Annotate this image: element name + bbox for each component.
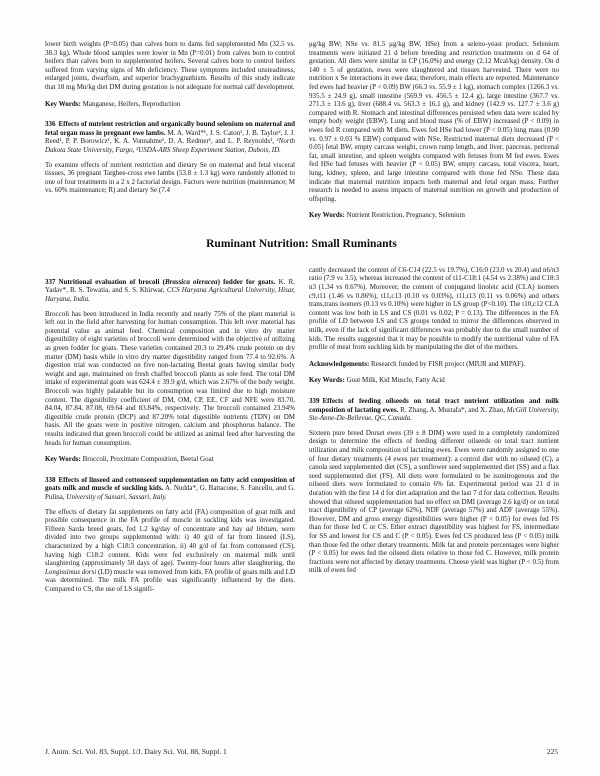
abstract-338-affiliation: University of Sassari, Sassari, Italy. — [66, 492, 167, 501]
keywords-text: Broccoli, Proximate Composition, Beetal Goat — [82, 455, 214, 464]
abstract-337-title-post: ) fodder for goats. — [217, 277, 276, 286]
abstract-339-body-start: Sixteen pure breed Dorset ewes (39 ± 8 DIM) were used in a completely randomized design to determine the effects of feeding different oilseeds on total tract nutrient utilization and milk composition of lactating ewes. Ewes were randomly assigned to one of four dietary treatments (4 ewes per treatment): a control diet with no oilseed (C), a canola seed supplemented diet (CS), a sunflower seed supplemented diet (SS) and a flax seed supplemented diet (FS). All diets were formulated to be isonitrogenous and the oilseed diets were formulated to contain 6% fat. Experimental period was 21 d in duration with the first 14 d for diet adaptation and the last 7 d for data collection. Results showed that oilseed supplementation had no effect on DMI (average 2.6 kg/d) or on total tract digestibility of CP (average 62%), NDF (average 57%) and ADF (average 55%). However, DM and gross energy digestibilities were higher (P < 0.05) for ewes fed FS than for those fed C or CS. Ether extract digestibility was highest for FS, intermediate for SS and lowest for CS and C (P < 0.05). Ewes fed CS produced less (P < 0.05) milk than those fed the other dietary treatments. Milk fat and protein percentages were higher (P < 0.05) for ewes fed the oilseed diets relative to those fed C. However, milk protein fractions were not affected by dietary treatments. Cheese yield was higher (P < 0.5) from milk of ewes fed — [309, 428, 559, 575]
abstract-339-number: 339 — [309, 397, 320, 405]
abstract-338-authors: A. Nudda*, G. Battacone, S. Fancellu, and G. Pulina, — [45, 484, 296, 501]
abstract-337-heading — [45, 278, 295, 304]
abstract-339-affiliation: McGill University, Ste-Anne-De-Bellevue, QC, Canada. — [309, 405, 559, 423]
abstract-336-affiliation: ¹North Dakota State University, Fargo, ²USDA-ARS Sheep Experiment Station, Dubois, ID. — [45, 137, 296, 154]
abstract-337-title-species: Brassica oleracea — [164, 277, 218, 286]
acknowledgements-label: Acknowledgements: — [309, 359, 370, 368]
bottom-left-column — [45, 266, 295, 594]
abstract-335-continuation: lower birth weights (P=0.05) than calves born to dams fed supplemented Mn (32.5 vs. 38.3 kg). Whole blood samples were lower in Mn (P=0.01) from calves born to control heifers than calves born to supplemented heifers. Several calves born to control heifers suffered from varying signs of Mn deficiency. These symptoms included unsteadiness, enlarged joints, dwarfism, and superior brachygnathism. Results of this study indicate that 18 mg Mn/kg diet DM during gestation is not adequate for normal calf development. — [45, 40, 295, 91]
abstract-338-heading — [45, 476, 295, 502]
abstract-338-body-latin2: Longissimus dorsi — [45, 567, 97, 576]
abstract-338-body-start — [45, 508, 295, 594]
bottom-right-column — [309, 266, 559, 594]
keywords-text: Manganese, Heifers, Reproduction — [82, 99, 181, 108]
abstract-339-heading — [309, 397, 559, 423]
abstract-337-affiliation: CCS Haryana Agricultural University, Hisar, Haryana, India. — [45, 286, 296, 304]
keywords-line-337 — [45, 455, 295, 464]
abstract-339-authors: R. Zhang, A. Mustafa*, and X. Zhao, — [400, 405, 505, 414]
keywords-text: Goat Milk, Kid Muscle, Fatty Acid — [346, 376, 445, 385]
abstract-338-body-part1: The effects of dietary fat supplements on fatty acid (FA) composition of goat milk and possible consequence in the FA profile of muscle in suckling kids was investigated. Fifteen Sarda breed goats, fed 1.2 kg/day of concentrate and hay — [45, 507, 295, 533]
abstract-336-authors: M. A. Ward*¹, J. S. Caton¹, J. B. Taylor², J. J. Reed¹, P. P. Borowicz¹, K. A. Vonnahme¹, D. A. Redmer¹, and L. P. Reynolds¹, — [45, 128, 296, 146]
keywords-line-335 — [45, 100, 295, 109]
abstract-337-body: Broccoli has been introduced in India recently and nearly 75% of the plant material is left out in the field after harvesting for human consumption. This left over material has potential value as animal feed. Chemical composition and in vitro dry matter digestibility of eight varieties of broccoli were determined with the objective of utilizing as green fodder for goats. These varieties contained 20.3 to 29.4% crude protein on dry matter (DM) basis while in vitro dry matter digestibility ranged from 77.4 to 92.6%. A digestion trial was conducted on five non-lactating Beetal goats having similar body weight and age, maintained on fresh chaffed broccoli plants as sole feed. The total DM intake of experimental goats was 624.4 ± 39.9 g/d, which was 2.67% of the body weight. Broccoli was highly palatable but its consumption was limited due to high moisture content. The digestibility coefficient of DM, OM, CP, EE, CF and NFE were 83.70, 84.04, 87.84, 87.08, 69.64 and 83.84%, respectively. The broccoli contained 23.94% digestible crude protein (DCP) and 87.20% total digestible nutrients (TDN) on DM basis. All the goats were in positive nitrogen, calcium and phosphorus balance. The results indicated that green broccoli could be utilized as animal feed after harvesting the heads for human consumption. — [45, 309, 295, 447]
abstract-336-heading — [45, 120, 295, 154]
keywords-line-336 — [309, 211, 559, 220]
bottom-section — [45, 266, 558, 594]
abstract-337-number: 337 — [45, 277, 56, 286]
section-heading: Ruminant Nutrition: Small Ruminants — [206, 237, 397, 250]
keywords-label: Key Words: — [309, 211, 345, 220]
keywords-label: Key Words: — [45, 455, 81, 464]
abstract-336-body-start: To examine effects of nutrient restriction and dietary Se on maternal and fetal visceral tissues, 36 pregnant Targhee-cross ewe lambs (53.8 ± 1.3 kg) were randomly allotted to one of four treatments in a 2 x 2 factorial design. Factors were nutrition (maintenance; M vs. 60% maintenance; R) and dietary Se (7.4 — [45, 160, 295, 195]
abstract-338-body-part2: , were divided into two groups supplemented with: i) 40 g/d of fat from linseed (LS), characterized by a high C18:3 concentration, ii) 40 g/d of fat from cottonseed (CS), having high C18:2 content. Kids were fed exclusively on maternal milk until slaughtering (approximately 50 days of age). Twenty-four hours after slaughtering, the — [45, 524, 295, 568]
abstract-338-number: 338 — [45, 475, 56, 484]
footer-journal-citation: J. Anim. Sci. Vol. 83, Suppl. 1/J. Dairy Sci. Vol. 88, Suppl. 1 — [45, 747, 227, 756]
keywords-text: Nutrient Restriction, Pregnancy, Selenium — [346, 211, 465, 220]
keywords-line-338 — [309, 376, 559, 385]
abstract-337-title — [59, 278, 276, 286]
footer-page-number: 225 — [546, 747, 558, 756]
top-section — [45, 40, 558, 220]
acknowledgements-text: Research funded by FISR project (MIUR and MIPAF). — [371, 359, 526, 368]
page-footer — [45, 747, 558, 756]
keywords-label: Key Words: — [309, 376, 345, 385]
page-content — [45, 40, 558, 593]
abstract-339-title: Effects of feeding oilseeds on total tract nutrient utilization and milk composition of lactating ewes. — [309, 397, 559, 414]
top-right-column — [309, 40, 559, 220]
abstract-337-authors: K. R. Yadav*, B. S. Tewatia, and S. S. Khirwar, — [45, 277, 296, 295]
abstract-338-body-part3: (LD) muscle was removed from kids. FA profile of goats milk and LD was determined. The milk FA profile was significantly influenced by the diets. Compared to CS, the use of LS signifi- — [45, 567, 296, 593]
abstract-338-title: Effects of linseed and cottonseed supplementation on fatty acid composition of goats milk and muscle of suckling kids. — [45, 475, 295, 493]
top-left-column — [45, 40, 295, 220]
keywords-label: Key Words: — [45, 99, 81, 108]
abstract-338-body-latin1: ad libitum — [245, 524, 277, 533]
abstract-338-body-continued: cantly decreased the content of C6-C14 (22.5 vs 19.7%), C16:0 (23.0 vs 20.4) and n6/n3 ratio (7.9 vs 3.5), whereas increased the content of t11-C18:1 (4.54 vs 2.38%) and C18:3 n3 (1.34 vs 0.67%). Moreover, the content of conjugated linoleic acid (CLA) isomers c9,t11 (1.46 vs 0.86%), t11,c13 (0.10 vs 0.03%), t11,t13 (0.11 vs 0.06%) and others trans,trans isomers (0.13 vs 0.10%) were higher in LS group (P<0.10). The t10,c12 CLA content was low both in LS and CS (0.01 vs 0.02; P = 0.13). The differences in the FA profile of LD between LS and CS groups tended to mirror the differences observed in milk, even if the lack of significant differences was probably due to the small number of kids. The results suggested that it may be possible to modify the nutritional value of FA profile of meat from suckling kids by manipulating the diet of the mothers. — [309, 265, 559, 352]
abstract-336-number: 336 — [45, 120, 56, 129]
abstract-336-body-continued: μg/kg BW; NSe vs. 81.5 μg/kg BW, HSe) from a seleno-yeast product. Selenium treatments were initiated 21 d before breeding and restriction treatments on d 64 of gestation. All diets were similar in CP (16.0%) and energy (2.12 Mcal/kg) density. On d 140 ± 5 of gestation, ewes were slaughtered and tissues harvested. There were no nutrition x Se interactions in ewe data; therefore, main effects are reported. Maintenance fed ewes had heavier (P < 0.09) BW (66.3 vs. 55.9 ± 1 kg), stomach complex (1266.3 vs. 935.5 ± 24.9 g), small intestine (569.9 vs. 456.5 ± 12.4 g), large intestine (367.7 vs. 271.3 ± 13.6 g), liver (688.4 vs. 563.3 ± 16.1 g), and kidney (142.9 vs. 127.7 ± 3.6 g) compared with R. Stomach and intestinal differences persisted when data were scaled by empty body weight (EBW). Lung and blood mass (% of EBW) increased (P < 0.09) in ewes fed R compared with M diets. Ewes fed HSe had lower (P < 0.05) lung mass (0.90 vs. 0.97 ± 0.03 % EBW) compared with NSe. Restricted maternal diets decreased (P < 0.05) fetal BW, empty carcass weight, crown rump length, and liver, pancreas, perirenal fat, small intestine, and spleen weights compared with fetuses from M fed ewes. Ewes fed HSe had fetuses with heavier (P < 0.05) BW, empty carcass, total viscera, heart, lung, kidney, spleen, and large intestine compared with those fed NSe. These data indicate that maternal nutrition impacts both maternal and fetal organ mass. Further research is needed to assess impacts of maternal nutrition on growth and production of offspring. — [309, 40, 559, 203]
abstract-337-title-pre: Nutritional evaluation of brocoli ( — [58, 277, 165, 286]
acknowledgements-line-338 — [309, 360, 559, 369]
abstract-336-title: Effects of nutrient restriction and organically bound selenium on maternal and fetal organ mass in pregnant ewe lambs. — [45, 120, 295, 137]
